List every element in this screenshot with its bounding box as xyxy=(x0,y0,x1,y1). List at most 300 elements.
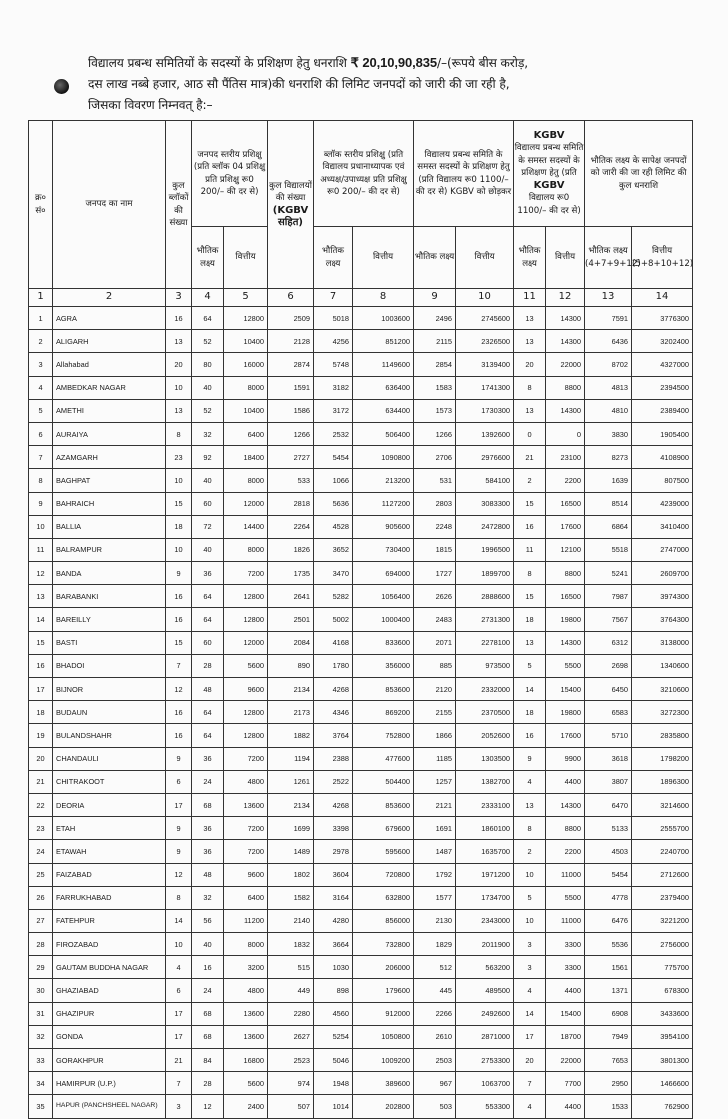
cell-block-financial: 730400 xyxy=(353,538,414,561)
header-district: जनपद का नाम xyxy=(53,121,166,289)
cell-district: BULANDSHAHR xyxy=(53,724,166,747)
cell-district-physical: 40 xyxy=(192,538,224,561)
cell-blocks: 15 xyxy=(166,631,192,654)
cell-total-physical: 2698 xyxy=(585,654,632,677)
cell-total-physical: 7987 xyxy=(585,585,632,608)
cell-kgbv-financial: 18700 xyxy=(546,1025,585,1048)
cell-sno: 10 xyxy=(29,515,53,538)
cell-blocks: 9 xyxy=(166,817,192,840)
cell-district-physical: 68 xyxy=(192,793,224,816)
cell-district: BHADOI xyxy=(53,654,166,677)
cell-district-financial: 8000 xyxy=(224,538,268,561)
table-row xyxy=(29,886,693,909)
cell-sno: 7 xyxy=(29,446,53,469)
table-row xyxy=(29,1025,693,1048)
cell-district-financial: 11200 xyxy=(224,909,268,932)
cell-total-physical: 6470 xyxy=(585,793,632,816)
cell-district-physical: 68 xyxy=(192,1002,224,1025)
cell-kgbv-financial: 3300 xyxy=(546,933,585,956)
cell-kgbv-financial: 4400 xyxy=(546,770,585,793)
cell-smc-physical: 2503 xyxy=(414,1049,456,1072)
cell-blocks: 13 xyxy=(166,330,192,353)
cell-district-financial: 5600 xyxy=(224,1072,268,1095)
cell-blocks: 12 xyxy=(166,863,192,886)
cell-smc-financial: 1730300 xyxy=(456,399,514,422)
cell-total-financial: 1905400 xyxy=(632,422,693,445)
cell-kgbv-physical: 8 xyxy=(514,562,546,585)
cell-blocks: 3 xyxy=(166,1095,192,1118)
cell-kgbv-physical: 4 xyxy=(514,979,546,1002)
cell-total-physical: 1371 xyxy=(585,979,632,1002)
cell-block-physical: 3764 xyxy=(314,724,353,747)
cell-total-financial: 2609700 xyxy=(632,562,693,585)
cell-district: FAIZABAD xyxy=(53,863,166,886)
cell-total-financial: 2747000 xyxy=(632,538,693,561)
cell-total-financial: 3954100 xyxy=(632,1025,693,1048)
cell-district: BARABANKI xyxy=(53,585,166,608)
cell-schools: 1832 xyxy=(268,933,314,956)
intro-line3: जिसका विवरण निम्नवत् है:– xyxy=(88,98,213,112)
cell-total-physical: 3807 xyxy=(585,770,632,793)
cell-schools: 2509 xyxy=(268,307,314,330)
cell-total-physical: 2950 xyxy=(585,1072,632,1095)
cell-schools: 533 xyxy=(268,469,314,492)
cell-district: BAHRAICH xyxy=(53,492,166,515)
cell-smc-physical: 1792 xyxy=(414,863,456,886)
cell-schools: 1591 xyxy=(268,376,314,399)
col-number: 4 xyxy=(192,289,224,307)
table-row xyxy=(29,446,693,469)
cell-block-financial: 506400 xyxy=(353,422,414,445)
cell-kgbv-physical: 20 xyxy=(514,353,546,376)
cell-district-physical: 28 xyxy=(192,654,224,677)
cell-district-physical: 28 xyxy=(192,1072,224,1095)
cell-total-physical: 6583 xyxy=(585,701,632,724)
cell-total-financial: 3138000 xyxy=(632,631,693,654)
cell-schools: 974 xyxy=(268,1072,314,1095)
cell-district: BALRAMPUR xyxy=(53,538,166,561)
cell-block-financial: 732800 xyxy=(353,933,414,956)
cell-kgbv-financial: 8800 xyxy=(546,562,585,585)
cell-total-physical: 3618 xyxy=(585,747,632,770)
cell-smc-financial: 553300 xyxy=(456,1095,514,1118)
cell-schools: 2523 xyxy=(268,1049,314,1072)
cell-kgbv-physical: 16 xyxy=(514,724,546,747)
col-number: 5 xyxy=(224,289,268,307)
cell-district-physical: 52 xyxy=(192,330,224,353)
cell-block-physical: 3652 xyxy=(314,538,353,561)
cell-kgbv-financial: 15400 xyxy=(546,1002,585,1025)
cell-block-physical: 5046 xyxy=(314,1049,353,1072)
cell-district-financial: 5600 xyxy=(224,654,268,677)
cell-kgbv-financial: 16500 xyxy=(546,585,585,608)
cell-blocks: 16 xyxy=(166,701,192,724)
cell-block-financial: 632800 xyxy=(353,886,414,909)
cell-total-financial: 807500 xyxy=(632,469,693,492)
cell-total-physical: 6450 xyxy=(585,678,632,701)
cell-total-physical: 6312 xyxy=(585,631,632,654)
cell-kgbv-physical: 8 xyxy=(514,817,546,840)
cell-district: BIJNOR xyxy=(53,678,166,701)
cell-smc-financial: 2745600 xyxy=(456,307,514,330)
cell-total-physical: 1639 xyxy=(585,469,632,492)
cell-blocks: 6 xyxy=(166,770,192,793)
cell-district-physical: 56 xyxy=(192,909,224,932)
table-row xyxy=(29,562,693,585)
cell-blocks: 10 xyxy=(166,376,192,399)
cell-district-physical: 72 xyxy=(192,515,224,538)
cell-total-financial: 3764300 xyxy=(632,608,693,631)
cell-smc-financial: 2278100 xyxy=(456,631,514,654)
cell-district-financial: 13600 xyxy=(224,1025,268,1048)
cell-kgbv-financial: 11000 xyxy=(546,909,585,932)
cell-kgbv-financial: 16500 xyxy=(546,492,585,515)
cell-schools: 1735 xyxy=(268,562,314,585)
cell-kgbv-financial: 5500 xyxy=(546,654,585,677)
cell-kgbv-financial: 23100 xyxy=(546,446,585,469)
cell-smc-financial: 3083300 xyxy=(456,492,514,515)
cell-total-financial: 4108900 xyxy=(632,446,693,469)
cell-kgbv-physical: 4 xyxy=(514,1095,546,1118)
cell-smc-financial: 2343000 xyxy=(456,909,514,932)
cell-block-financial: 202800 xyxy=(353,1095,414,1118)
table-row xyxy=(29,654,693,677)
cell-district: FIROZABAD xyxy=(53,933,166,956)
cell-block-financial: 1090800 xyxy=(353,446,414,469)
table-row xyxy=(29,1049,693,1072)
cell-smc-physical: 1573 xyxy=(414,399,456,422)
table-row xyxy=(29,538,693,561)
cell-total-financial: 2756000 xyxy=(632,933,693,956)
cell-smc-physical: 2121 xyxy=(414,793,456,816)
cell-sno: 8 xyxy=(29,469,53,492)
cell-schools: 2727 xyxy=(268,446,314,469)
cell-district-financial: 6400 xyxy=(224,886,268,909)
cell-block-financial: 389600 xyxy=(353,1072,414,1095)
cell-district-financial: 12000 xyxy=(224,492,268,515)
cell-district: ALIGARH xyxy=(53,330,166,353)
header-physical-target: भौतिक लक्ष्य xyxy=(314,227,353,289)
cell-district-physical: 80 xyxy=(192,353,224,376)
cell-kgbv-financial: 8800 xyxy=(546,376,585,399)
cell-schools: 2134 xyxy=(268,678,314,701)
cell-smc-physical: 1577 xyxy=(414,886,456,909)
cell-district-physical: 84 xyxy=(192,1049,224,1072)
cell-kgbv-physical: 5 xyxy=(514,654,546,677)
cell-block-physical: 3182 xyxy=(314,376,353,399)
table-row xyxy=(29,399,693,422)
header-total-physical xyxy=(585,227,641,289)
cell-smc-financial: 2492600 xyxy=(456,1002,514,1025)
cell-smc-physical: 512 xyxy=(414,956,456,979)
cell-kgbv-financial: 14300 xyxy=(546,330,585,353)
cell-kgbv-financial: 14300 xyxy=(546,307,585,330)
cell-block-financial: 206000 xyxy=(353,956,414,979)
cell-district-physical: 60 xyxy=(192,631,224,654)
header-schools xyxy=(268,121,314,289)
cell-total-financial: 3776300 xyxy=(632,307,693,330)
cell-kgbv-physical: 17 xyxy=(514,1025,546,1048)
cell-total-physical: 7591 xyxy=(585,307,632,330)
cell-district-financial: 10400 xyxy=(224,399,268,422)
cell-kgbv-financial: 12100 xyxy=(546,538,585,561)
cell-smc-physical: 2610 xyxy=(414,1025,456,1048)
cell-block-physical: 4528 xyxy=(314,515,353,538)
cell-district-financial: 12000 xyxy=(224,631,268,654)
cell-smc-physical: 1815 xyxy=(414,538,456,561)
cell-blocks: 9 xyxy=(166,747,192,770)
cell-blocks: 16 xyxy=(166,307,192,330)
cell-schools: 1266 xyxy=(268,422,314,445)
cell-kgbv-physical: 0 xyxy=(514,422,546,445)
cell-smc-physical: 1487 xyxy=(414,840,456,863)
cell-smc-financial: 2472800 xyxy=(456,515,514,538)
cell-total-physical: 5133 xyxy=(585,817,632,840)
cell-block-financial: 679600 xyxy=(353,817,414,840)
cell-blocks: 16 xyxy=(166,585,192,608)
header-kgbv-training xyxy=(514,121,585,227)
cell-district-physical: 52 xyxy=(192,399,224,422)
cell-district: BAREILLY xyxy=(53,608,166,631)
col-number: 6 xyxy=(268,289,314,307)
cell-schools: 2818 xyxy=(268,492,314,515)
cell-smc-physical: 967 xyxy=(414,1072,456,1095)
cell-blocks: 4 xyxy=(166,956,192,979)
cell-smc-financial: 1860100 xyxy=(456,817,514,840)
table-row xyxy=(29,979,693,1002)
cell-smc-financial: 973500 xyxy=(456,654,514,677)
header-blocks: कुल ब्लॉकों की संख्या xyxy=(166,121,192,289)
cell-total-financial: 3410400 xyxy=(632,515,693,538)
cell-block-financial: 1003600 xyxy=(353,307,414,330)
cell-smc-physical: 531 xyxy=(414,469,456,492)
cell-district-financial: 14400 xyxy=(224,515,268,538)
cell-district-physical: 40 xyxy=(192,933,224,956)
cell-blocks: 9 xyxy=(166,840,192,863)
cell-smc-physical: 1266 xyxy=(414,422,456,445)
cell-district-physical: 68 xyxy=(192,1025,224,1048)
cell-block-physical: 4168 xyxy=(314,631,353,654)
cell-district-financial: 7200 xyxy=(224,562,268,585)
table-row xyxy=(29,515,693,538)
cell-block-physical: 5002 xyxy=(314,608,353,631)
cell-total-physical: 5536 xyxy=(585,933,632,956)
cell-blocks: 20 xyxy=(166,353,192,376)
district-allocation-table xyxy=(28,120,693,1119)
cell-district: HAMIRPUR (U.P.) xyxy=(53,1072,166,1095)
cell-district-physical: 36 xyxy=(192,817,224,840)
cell-smc-physical: 2266 xyxy=(414,1002,456,1025)
cell-smc-physical: 2803 xyxy=(414,492,456,515)
cell-district-financial: 7200 xyxy=(224,747,268,770)
cell-kgbv-physical: 18 xyxy=(514,608,546,631)
cell-kgbv-financial: 19800 xyxy=(546,701,585,724)
cell-district-physical: 64 xyxy=(192,608,224,631)
cell-sno: 21 xyxy=(29,770,53,793)
header-financial: वित्तीय xyxy=(456,227,514,289)
table-body xyxy=(29,307,693,1119)
table-row xyxy=(29,678,693,701)
cell-smc-financial: 1382700 xyxy=(456,770,514,793)
cell-total-financial: 3214600 xyxy=(632,793,693,816)
cell-smc-physical: 2071 xyxy=(414,631,456,654)
cell-schools: 2128 xyxy=(268,330,314,353)
col-number: 11 xyxy=(514,289,546,307)
header-block-training: ब्लॉक स्तरीय प्रशिक्षु (प्रति विद्यालय प्रधानाध्यापक एवं अध्यक्ष/उपाध्यक्ष प्रति प्रशिक्षु रू0 200/– की दर से) xyxy=(314,121,414,227)
cell-district-physical: 64 xyxy=(192,701,224,724)
intro-line1: विद्यालय प्रबन्ध समितियों के सदस्यों के प्रशिक्षण हेतु धनराशि xyxy=(88,56,347,70)
cell-total-physical: 1561 xyxy=(585,956,632,979)
cell-block-physical: 2522 xyxy=(314,770,353,793)
cell-block-physical: 3604 xyxy=(314,863,353,886)
cell-district: ETAWAH xyxy=(53,840,166,863)
cell-block-financial: 856000 xyxy=(353,909,414,932)
cell-smc-financial: 2326500 xyxy=(456,330,514,353)
cell-kgbv-financial: 0 xyxy=(546,422,585,445)
cell-district-physical: 48 xyxy=(192,678,224,701)
cell-district-physical: 64 xyxy=(192,724,224,747)
cell-kgbv-financial: 4400 xyxy=(546,1095,585,1118)
cell-total-financial: 3202400 xyxy=(632,330,693,353)
cell-district-financial: 6400 xyxy=(224,422,268,445)
cell-block-financial: 720800 xyxy=(353,863,414,886)
cell-block-physical: 4268 xyxy=(314,678,353,701)
cell-block-financial: 634400 xyxy=(353,399,414,422)
cell-schools: 2501 xyxy=(268,608,314,631)
header-kgbv-text-b: विद्यालय रू0 1100/– की दर से) xyxy=(517,193,581,216)
cell-district: Allahabad xyxy=(53,353,166,376)
cell-smc-physical: 445 xyxy=(414,979,456,1002)
cell-total-financial: 3272300 xyxy=(632,701,693,724)
cell-district-physical: 24 xyxy=(192,770,224,793)
cell-block-financial: 1127200 xyxy=(353,492,414,515)
table-row xyxy=(29,863,693,886)
cell-block-financial: 853600 xyxy=(353,678,414,701)
header-physical-formula: (4+7+9+12) xyxy=(585,258,641,269)
header-kgbv-text-a: विद्यालय प्रबन्ध समिति के समस्त सदस्यों के प्रशिक्षण हेतु (प्रति xyxy=(514,143,584,179)
cell-district: GORAKHPUR xyxy=(53,1049,166,1072)
cell-district: BUDAUN xyxy=(53,701,166,724)
cell-total-financial: 3433600 xyxy=(632,1002,693,1025)
cell-blocks: 16 xyxy=(166,724,192,747)
cell-smc-financial: 1734700 xyxy=(456,886,514,909)
cell-total-financial: 4239000 xyxy=(632,492,693,515)
cell-total-physical: 5241 xyxy=(585,562,632,585)
cell-sno: 4 xyxy=(29,376,53,399)
cell-district-physical: 32 xyxy=(192,422,224,445)
cell-district-physical: 64 xyxy=(192,585,224,608)
cell-smc-financial: 2333100 xyxy=(456,793,514,816)
header-schools-text: कुल विद्यालयों की संख्या xyxy=(269,180,312,203)
cell-district-financial: 7200 xyxy=(224,840,268,863)
cell-sno: 2 xyxy=(29,330,53,353)
cell-sno: 23 xyxy=(29,817,53,840)
col-number: 1 xyxy=(29,289,53,307)
header-financial: वित्तीय xyxy=(353,227,414,289)
cell-total-financial: 2379400 xyxy=(632,886,693,909)
cell-smc-financial: 489500 xyxy=(456,979,514,1002)
cell-smc-physical: 2706 xyxy=(414,446,456,469)
table-row xyxy=(29,353,693,376)
header-sno: क्र० सं० xyxy=(29,121,53,289)
cell-kgbv-physical: 2 xyxy=(514,840,546,863)
cell-sno: 26 xyxy=(29,886,53,909)
cell-sno: 6 xyxy=(29,422,53,445)
cell-block-physical: 3172 xyxy=(314,399,353,422)
cell-blocks: 12 xyxy=(166,678,192,701)
cell-kgbv-financial: 4400 xyxy=(546,979,585,1002)
cell-schools: 1582 xyxy=(268,886,314,909)
cell-total-physical: 3830 xyxy=(585,422,632,445)
cell-sno: 31 xyxy=(29,1002,53,1025)
cell-block-financial: 504400 xyxy=(353,770,414,793)
cell-block-financial: 477600 xyxy=(353,747,414,770)
cell-schools: 2641 xyxy=(268,585,314,608)
cell-smc-physical: 2496 xyxy=(414,307,456,330)
cell-block-financial: 636400 xyxy=(353,376,414,399)
cell-schools: 1699 xyxy=(268,817,314,840)
cell-total-financial: 2389400 xyxy=(632,399,693,422)
cell-blocks: 6 xyxy=(166,979,192,1002)
cell-sno: 12 xyxy=(29,562,53,585)
cell-sno: 33 xyxy=(29,1049,53,1072)
cell-schools: 507 xyxy=(268,1095,314,1118)
cell-total-financial: 1340600 xyxy=(632,654,693,677)
header-smc-training: विद्यालय प्रबन्ध समिति के समस्त सदस्यों के प्रशिक्षण हेतु (प्रति विद्यालय रू0 1100/– की दर से) KGBV को छोड़कर xyxy=(414,121,514,227)
cell-district: BANDA xyxy=(53,562,166,585)
table-row xyxy=(29,1095,693,1118)
cell-sno: 29 xyxy=(29,956,53,979)
cell-blocks: 13 xyxy=(166,399,192,422)
cell-kgbv-financial: 3300 xyxy=(546,956,585,979)
cell-kgbv-physical: 9 xyxy=(514,747,546,770)
cell-kgbv-financial: 9900 xyxy=(546,747,585,770)
cell-district-financial: 9600 xyxy=(224,863,268,886)
cell-smc-financial: 2731300 xyxy=(456,608,514,631)
cell-sno: 16 xyxy=(29,654,53,677)
table-row xyxy=(29,422,693,445)
cell-district-financial: 10400 xyxy=(224,330,268,353)
cell-district: GAUTAM BUDDHA NAGAR xyxy=(53,956,166,979)
cell-total-physical: 5710 xyxy=(585,724,632,747)
cell-blocks: 23 xyxy=(166,446,192,469)
cell-district-physical: 40 xyxy=(192,469,224,492)
col-number: 10 xyxy=(456,289,514,307)
cell-blocks: 21 xyxy=(166,1049,192,1072)
table-row xyxy=(29,770,693,793)
cell-district-financial: 12800 xyxy=(224,724,268,747)
cell-kgbv-physical: 13 xyxy=(514,307,546,330)
header-kgbv-incl: (KGBV सहित) xyxy=(272,204,309,228)
cell-total-financial: 1798200 xyxy=(632,747,693,770)
cell-smc-financial: 1741300 xyxy=(456,376,514,399)
cell-kgbv-financial: 8800 xyxy=(546,817,585,840)
cell-smc-physical: 503 xyxy=(414,1095,456,1118)
cell-sno: 24 xyxy=(29,840,53,863)
header-total-financial xyxy=(632,227,693,289)
cell-district-financial: 9600 xyxy=(224,678,268,701)
cell-blocks: 10 xyxy=(166,469,192,492)
cell-total-financial: 4327000 xyxy=(632,353,693,376)
header-kgbv-title: KGBV xyxy=(533,129,565,141)
header-physical-target: भौतिक लक्ष्य xyxy=(192,227,224,289)
cell-schools: 1194 xyxy=(268,747,314,770)
cell-sno: 3 xyxy=(29,353,53,376)
intro-paragraph xyxy=(88,52,678,116)
cell-smc-physical: 885 xyxy=(414,654,456,677)
cell-district-financial: 13600 xyxy=(224,793,268,816)
cell-block-financial: 213200 xyxy=(353,469,414,492)
